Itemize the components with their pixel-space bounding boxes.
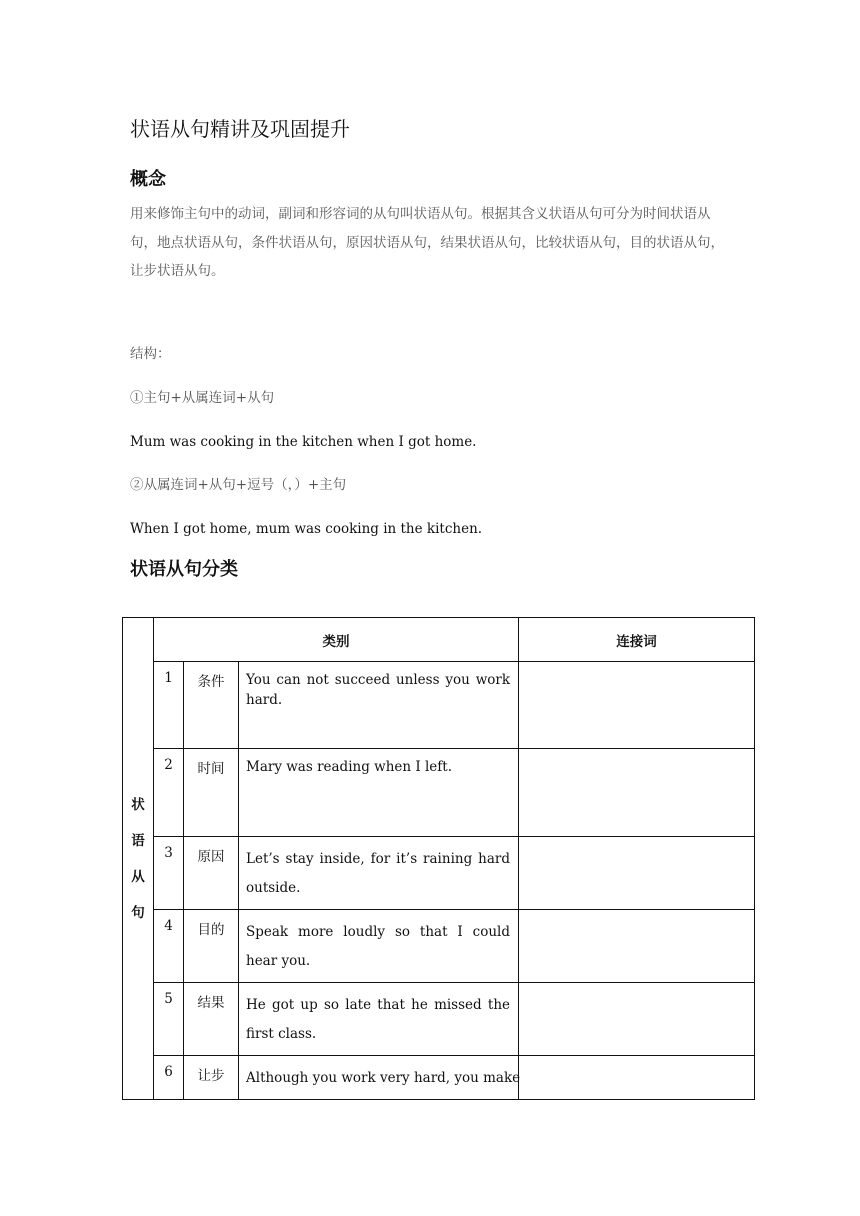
table-row	[123, 1056, 755, 1100]
table-row	[123, 837, 755, 910]
side-label-char: 句	[131, 904, 145, 921]
table-row	[123, 662, 755, 749]
row-conjunction[interactable]	[519, 749, 755, 837]
side-label-char: 语	[131, 832, 145, 849]
header-conjunction: 连接词	[519, 618, 755, 662]
row-type: 让步	[184, 1056, 239, 1100]
row-example: Speak more loudly so that I could hear you.	[239, 910, 519, 983]
row-type: 时间	[184, 749, 239, 837]
table-row	[123, 910, 755, 983]
row-type: 原因	[184, 837, 239, 910]
row-example: Let’s stay inside, for it’s raining hard outside.	[239, 837, 519, 910]
row-conjunction[interactable]	[519, 1056, 755, 1100]
classification-heading: 状语从句分类	[130, 559, 238, 580]
row-conjunction[interactable]	[519, 983, 755, 1056]
row-example: You can not succeed unless you work hard.	[239, 662, 519, 749]
structure-pattern-1: ①主句+从属连词+从句	[130, 390, 275, 406]
concept-heading: 概念	[130, 169, 166, 190]
structure-example-2: When I got home, mum was cooking in the kitchen.	[130, 521, 483, 537]
classification-table	[122, 617, 755, 1100]
concept-text: 用来修饰主句中的动词，副词和形容词的从句叫状语从句。根据其含义状语从句可分为时间状语从句，地点状语从句，条件状语从句，原因状语从句，结果状语从句，比较状语从句，目的状语从句，让步状语从句。	[130, 206, 724, 279]
row-example: Mary was reading when I left.	[239, 749, 519, 837]
side-label-char: 状	[131, 796, 145, 813]
row-number: 3	[154, 837, 184, 910]
row-example: He got up so late that he missed the first class.	[239, 983, 519, 1056]
row-number: 2	[154, 749, 184, 837]
table-row	[123, 749, 755, 837]
row-conjunction[interactable]	[519, 910, 755, 983]
row-number: 5	[154, 983, 184, 1056]
row-type: 条件	[184, 662, 239, 749]
page-title: 状语从句精讲及巩固提升	[130, 117, 350, 141]
row-type: 目的	[184, 910, 239, 983]
row-number: 4	[154, 910, 184, 983]
row-number: 1	[154, 662, 184, 749]
header-category: 类别	[154, 618, 519, 662]
row-number: 6	[154, 1056, 184, 1100]
structure-example-1: Mum was cooking in the kitchen when I got home.	[130, 434, 477, 450]
side-label-cell	[123, 618, 154, 1100]
table-row	[123, 983, 755, 1056]
row-type: 结果	[184, 983, 239, 1056]
row-example: Although you work very hard, you make	[239, 1056, 519, 1100]
side-label-char: 从	[131, 868, 145, 885]
structure-label: 结构：	[130, 346, 171, 362]
row-conjunction[interactable]	[519, 662, 755, 749]
row-conjunction[interactable]	[519, 837, 755, 910]
structure-pattern-2: ②从属连词+从句+逗号（，）+主句	[130, 477, 347, 493]
